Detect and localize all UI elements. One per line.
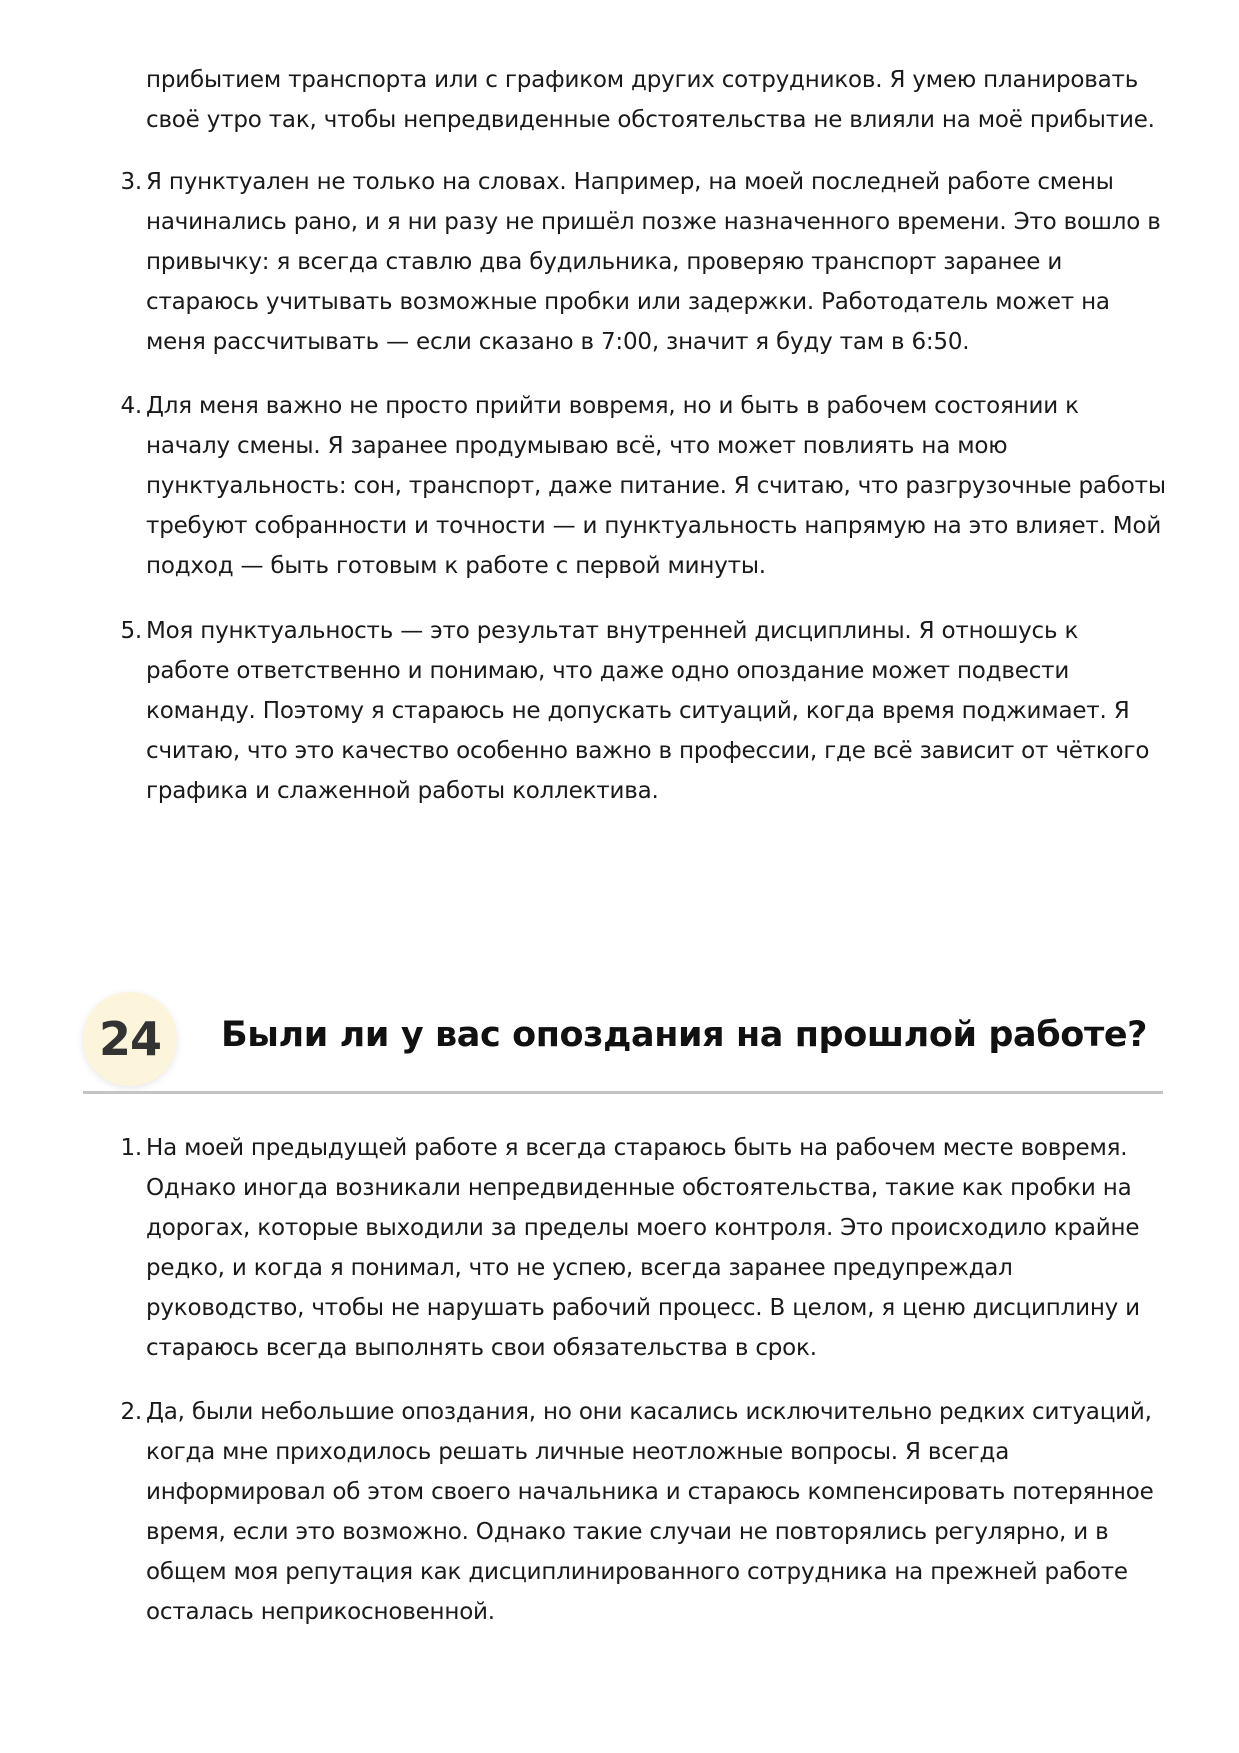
list-item-number: 4. (120, 393, 142, 419)
list-item-text: Для меня важно не просто прийти вовремя, но и быть в рабочем состоянии к началу смены. Я заранее продумываю всё, что может повлиять на мою пунктуальность: сон, транспорт, даже питание. Я считаю, что разгрузочные работы требуют собранности и точности — и пунктуальность напрямую на это влияет. Мой подход — быть готовым к работе с первой минуты. (146, 393, 1166, 579)
list-item (120, 386, 1166, 586)
list-item (120, 1128, 1166, 1368)
continued-paragraph: прибытием транспорта или с графиком других сотрудников. Я умею планировать своё утро так, чтобы непредвиденные обстоятельства не влияли на моё прибытие. (146, 67, 1155, 133)
list-item (120, 611, 1166, 811)
list-item-text: На моей предыдущей работе я всегда стараюсь быть на рабочем месте вовремя. Однако иногда возникали непредвиденные обстоятельства, такие как пробки на дорогах, которые выходили за пределы моего контроля. Это происходило крайне редко, и когда я понимал, что не успею, всегда заранее предупреждал руководство, чтобы не нарушать рабочий процесс. В целом, я ценю дисциплину и стараюсь всегда выполнять свои обязательства в срок. (146, 1135, 1140, 1361)
list-item (120, 1392, 1166, 1632)
list-item (120, 162, 1166, 362)
list-item-text: Я пунктуален не только на словах. Например, на моей последней работе смены начинались рано, и я ни разу не пришёл позже назначенного времени. Это вошло в привычку: я всегда ставлю два будильника, проверяю транспорт заранее и стараюсь учитывать возможные пробки или задержки. Работодатель может на меня рассчитывать — если сказано в 7:00, значит я буду там в 6:50. (146, 169, 1161, 355)
list-item-text: Моя пунктуальность — это результат внутренней дисциплины. Я отношусь к работе ответственно и понимаю, что даже одно опоздание может подвести команду. Поэтому я стараюсь не допускать ситуаций, когда время поджимает. Я считаю, что это качество особенно важно в профессии, где всё зависит от чёткого графика и слаженной работы коллектива. (146, 618, 1150, 804)
list-item-number: 5. (120, 618, 142, 644)
question-number-badge: 24 (83, 992, 177, 1086)
list-item-number: 1. (120, 1135, 142, 1161)
list-item-text: Да, были небольшие опоздания, но они касались исключительно редких ситуаций, когда мне приходилось решать личные неотложные вопросы. Я всегда информировал об этом своего начальника и стараюсь компенсировать потерянное время, если это возможно. Однако такие случаи не повторялись регулярно, и в общем моя репутация как дисциплинированного сотрудника на прежней работе осталась неприкосновенной. (146, 1399, 1154, 1625)
list-item-number: 3. (120, 169, 142, 195)
header-divider (83, 1091, 1163, 1094)
section-title: Были ли у вас опоздания на прошлой работе? (221, 1015, 1148, 1055)
list-item-number: 2. (120, 1399, 142, 1425)
section-header (83, 992, 1163, 1094)
